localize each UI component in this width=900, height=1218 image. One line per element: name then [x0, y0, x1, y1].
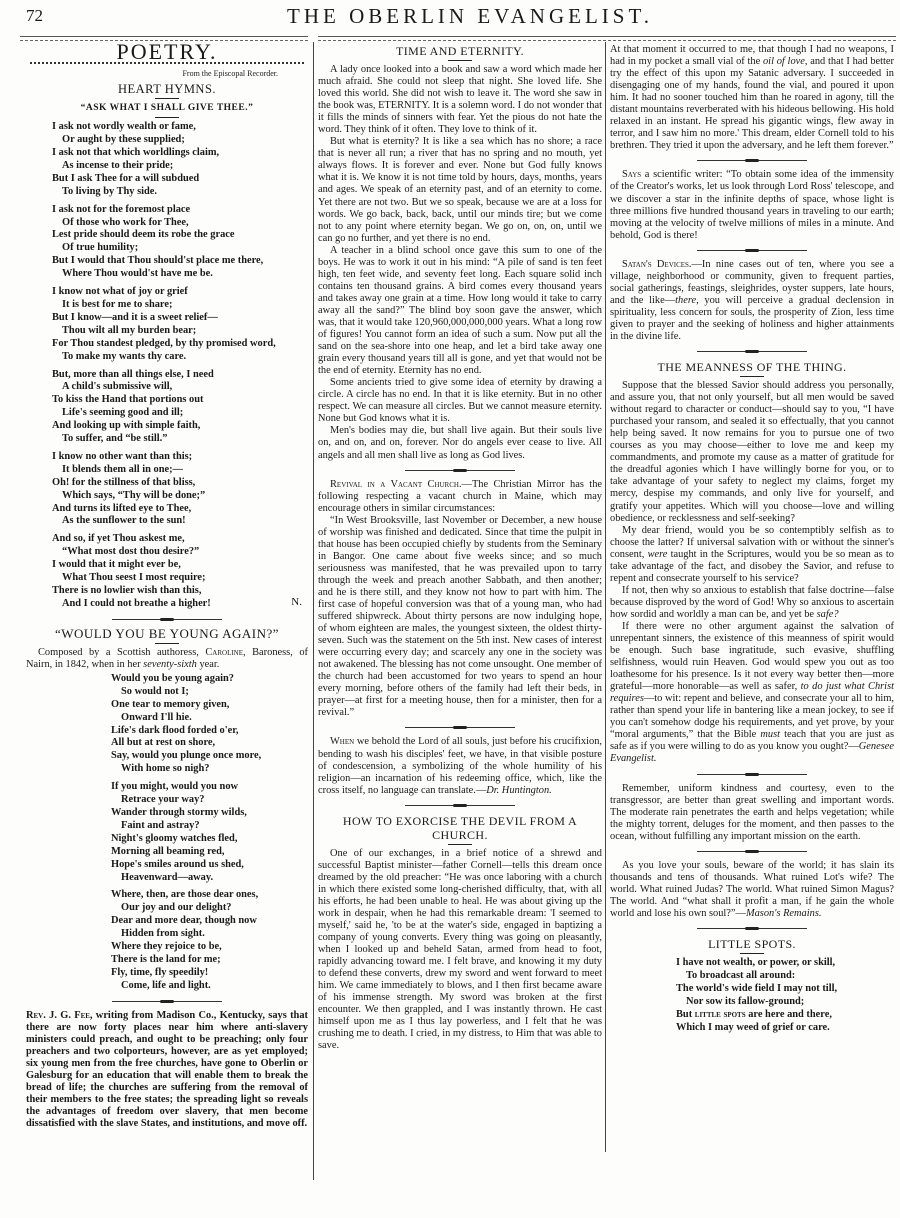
short-rule [155, 643, 179, 644]
poem-line: I ask not wordly wealth or fame, [52, 121, 196, 133]
poem-line: I would that it might ever be, [52, 559, 181, 571]
meanness-p2 [610, 525, 894, 585]
article-title-meanness: THE MEANNESS OF THE THING. [657, 360, 847, 375]
poem-line: Dear and more dear, though now [111, 915, 257, 927]
italic-text: safe? [816, 608, 839, 620]
poem-line: Which I may weed of grief or care. [676, 1021, 830, 1033]
poem-stanza [52, 286, 308, 363]
poem-line: There is no lowlier wish than this, [52, 585, 202, 596]
short-rule [448, 844, 472, 845]
remember-paragraph: Remember, uniform kindness and courtesy, even to the transgressor, are better than great swelling and important words. The moderate rain penetrates the earth and helps vegetation; while the mighty torrent, deluges for the moment, and then passes to the ocean, without fulfilling any important mission on the earth. [610, 782, 894, 842]
poem-line: I have not wealth, or power, or skill, [676, 957, 836, 968]
revival-quote: “In West Brooksville, last November or December, a new house of worship was finished and dedicated. Since that time the pulpit in that house has been occupied chiefly by students from the Seminary in Bangor. One came about five weeks since; and so much seriousness was manifested, that he was prevailed upon to tarry through the week and preach another Sabbath, and then another; and he is there still, and they know not how to part with him. The first case of hopeful conversion was that of a young man, who had suffered shipwreck. About thirty persons are now indulging hope, of whom eighteen are males, the youngest sixteen, the oldest thirty-seven. Such was the statement on the 5th inst. New cases of interest were occurring every day; and scarcely any one in the society was not awakened. The blessing has not come unsought. One member of the church had been accustomed for two years to spend an hour every morning, before others of the family had left their beds, in prayer—at first for a meeting house, then for a minister, then for a revival.” [318, 514, 602, 719]
intro-text: year. [196, 658, 220, 670]
article-title-time-eternity: TIME AND ETERNITY. [396, 44, 524, 58]
paragraph-text: My dear friend, would you be so contemptibly selfish as to choose the latter? If universal salvation with or without the sinner's consent, [610, 524, 894, 560]
poem-line: So would not I; [121, 685, 189, 697]
poem-source: From the Episcopal Recorder. [182, 69, 278, 79]
poem-line: All but at rest on shore, [111, 737, 216, 749]
column-1 [26, 39, 308, 1130]
poem-stanza [111, 673, 308, 776]
masthead-rule-right [318, 36, 896, 41]
poem-line: And turns its lifted eye to Thee, [52, 502, 192, 514]
section-separator [697, 351, 807, 352]
poem-line: I ask not that which worldlings claim, [52, 147, 220, 158]
paragraph-text: , and that I had better try the effect of this upon my Satanic adversary. I succeeded in disengaging one of my hands, found the vial, and poured it upon him. It had no sooner touched him than he roared in agony, till the distant mountains reverberated with his hideous bellowing. His hold relaxed in an instant. He spread his gigantic wings, flew away in terror, and I saw him no more.' This dream, elder Cornell told to his brethren. They tried it upon the adversary, and he left them forever.” [610, 56, 894, 152]
author-credit: Mason's Remains. [745, 907, 822, 919]
poem-line: Our joy and our delight? [121, 902, 232, 914]
meanness-p1: Suppose that the blessed Savior should address you personally, and assure you, that not only yourself, but all men would be saved without regard to character or conduct—should say to you, “I have purchased your ransom, and sealed it so effectually, that you cannot help being saved. It now remains for you to pursue one of two courses as you may choose—either to love me and keep my commandments, and promote my cause as a matter of gratitude for the dreadful agonies which I have willingly borne for you, or to take advantage of your safety to neglect my claims, forget my mercy, despise my commands, and only live for yourself, and gratify your appetites. Which will you choose—love and willing obedience, or recklessness and self-seeking? [610, 380, 894, 524]
when-paragraph [318, 736, 602, 796]
poem-little-spots [676, 957, 894, 1034]
short-rule [740, 953, 764, 954]
article-title-exorcise: HOW TO EXORCISE THE DEVIL FROM A CHURCH. [342, 813, 578, 842]
paragraph-text: —The Christian Mirror has the following respecting a vacant church in Maine, which may encourage others in similar circumstances: [318, 478, 602, 514]
poem-line: Retrace your way? [121, 794, 205, 806]
section-separator [697, 160, 807, 161]
section-separator [112, 1001, 222, 1002]
italic-text: to do just what Christ requires [610, 681, 895, 705]
poem-stanza [52, 121, 308, 198]
paragraph-text: we behold the Lord of all souls, just before his crucifixion, bending to wash his disciples' feet, we have, in that visible posture of condescension, a symbolizing of the whole humility of his religion—an incarnation of his redeeming office, which, like the cross itself, no language can translate.— [318, 736, 602, 796]
poem-line: Hope's smiles around us shed, [111, 858, 244, 870]
paragraph-text: —In nine cases out of ten, where you see a village, neighborhood or community, given to frequent parties, social gatherings, feastings, sleighrides, oyster suppers, late hours, and the like— [610, 258, 894, 306]
poem-line: Where, then, are those dear ones, [111, 889, 259, 901]
page-number: 72 [26, 6, 43, 25]
poem-line: Morning all beaming red, [111, 845, 225, 857]
paragraph-lead: Satan's Devices. [622, 258, 692, 270]
masthead [0, 0, 900, 30]
poem-text: But [676, 1008, 695, 1020]
italic-text: were [647, 548, 668, 560]
poem-stanza [111, 781, 308, 884]
fee-paragraph [26, 1010, 308, 1130]
poem-line: Heavenward—away. [121, 871, 214, 883]
poem-line: Would you be young again? [111, 672, 234, 684]
poem-stanza [52, 451, 308, 528]
paragraph-lead: When [330, 736, 355, 748]
paragraph-text: , writing from Madison Co., Kentucky, says that there are now forty places near him where anti-slavery ministers could preach, and ought to be preaching; only four preachers and two colporteurs, however, are as yet employed; six young men from the free churches, have gone to Oberlin or Galesburg for an education that will enable them to break the bread of life; the churches are suffering from the removal of their members to the free states; the spreading light so reveals the advantages of freedom over slavery, that men become dissatisfied with the slave States, and institutions, and move off. [26, 1009, 308, 1130]
exorcise-continued [610, 44, 894, 152]
poem-heart-hymns [52, 121, 308, 611]
poem-line: Of those who work for Thee, [62, 216, 189, 228]
author-name: Caroline [205, 646, 244, 658]
poem-line: Wander through stormy wilds, [111, 807, 247, 819]
column-divider-2 [605, 42, 606, 1152]
poem-line: Life's seeming good and ill; [62, 407, 184, 419]
poem-line: For Thou standest pledged, by thy promised word, [52, 337, 276, 349]
short-rule [448, 60, 472, 61]
poem-subtitle: “ASK WHAT I SHALL GIVE THEE.” [80, 103, 254, 114]
italic-text: must [760, 729, 781, 741]
article-paragraph: Men's bodies may die, but shall live again. But their souls live on, and on, and on, forever. Nor do angels ever cease to live. All angels and all men shall live as long as God lives. [318, 425, 602, 461]
article-paragraph: A lady once looked into a book and saw a word which made her much afraid. She could not sleep that night. She loved life. She loved this world. She did not wish to leave it. The word she saw in the book was, ETERNITY. It is a solemn word. I do not wonder that it fills the minds of sinners with fear. Yet the pious do not hate the word. They think of it often. They love to think of it. [318, 64, 602, 136]
section-separator [697, 250, 807, 251]
section-separator [697, 774, 807, 775]
paragraph-lead: Rev. J. G. Fee [26, 1009, 90, 1021]
poem-line: Hidden from sight. [121, 928, 205, 940]
poem-stanza [111, 889, 308, 992]
section-title-poetry: POETRY. [116, 39, 218, 64]
poem-line: One tear to memory given, [111, 698, 230, 710]
poem-stanza [52, 533, 308, 610]
column-divider-1 [313, 42, 314, 1180]
poem-line: Which says, “Thy will be done;” [62, 489, 206, 501]
paragraph-text: you will perceive a gradual declension in spirituality, less concern for souls, the prosperity of Zion, less time given to prayer and the seeking of holiness and higher attainments in the divine life. [610, 294, 894, 342]
poem-line: It is best for me to share; [62, 298, 173, 310]
poem-line: To suffer, and “be still.” [62, 433, 168, 445]
poem-line [676, 1009, 894, 1022]
poem-line: To kiss the Hand that portions out [52, 394, 204, 406]
short-rule [740, 376, 764, 377]
poem-line: And looking up with simple faith, [52, 420, 201, 432]
poem-line: I know no other want than this; [52, 450, 193, 462]
author-credit: Genesee Evangelist. [610, 741, 894, 765]
article-paragraph: Some ancients tried to give some idea of eternity by drawing a circle. A circle has no end. In that it is like eternity. But in no other respect. We can measure all circles. But we cannot measure eternity. None but God knows what it is. [318, 377, 602, 425]
revival-intro [318, 479, 602, 515]
column-3 [610, 44, 894, 1034]
poem-line: A child's submissive will, [62, 381, 173, 393]
exorcise-body: One of our exchanges, in a brief notice of a shrewd and successful Baptist minister—father Cornell—tells this dream once dreamed by the old preacher: “He was once laboring with a church in which there existed some long-cherished difficulty, that, with all his efforts, he had been unable to heal. He was about giving up the work in despair, when he had this remarkable dream: 'I seemed to myself,' said he, 'to be at the water's side, engaged in baptizing a company of young converts. Every thing was going on pleasantly, when I looked up and beheld Satan, armed from head to foot, rapidly advancing toward me. I felt brave, and knowing it my duty to defend these converts, drew my sword and went forward to meet him. We came immediately to blows, and I then first became aware of his immense strength. My sword was broken at the first encounter. We then grappled, and I was instantly thrown. He cast himself upon me as I thus lay powerless, and I felt that he was crushing me to death. I cried, in my distress, to Him that was able to save. [318, 847, 602, 1052]
poem-text: are here and there, [745, 1008, 832, 1020]
poem-line: But I ask Thee for a will subdued [52, 172, 200, 184]
paragraph-lead: Revival in a Vacant Church. [330, 478, 462, 490]
short-rule [155, 98, 179, 99]
poem-stanza [52, 369, 308, 446]
poem-line: And I could not breathe a higher! [62, 597, 211, 609]
author-credit: Dr. Huntington. [486, 784, 552, 796]
poem-line: There is the land for me; [111, 953, 221, 965]
poem-line: I ask not for the foremost place [52, 203, 191, 215]
paragraph-text: If there were no other argument against the salvation of unrepentant sinners, the existence of this meanness of spirit would be enough. Such base ingratitude, such evasive, shuffling selfishness, would ruin Heaven. God would spew you out as too loathesome for his presence. Is it not every way better then—more grateful—more honorable—as well as safer, [610, 620, 894, 693]
poem-line: If you might, would you now [111, 781, 239, 793]
poem-stanza [52, 204, 308, 281]
poem-intro [26, 647, 308, 671]
paragraph-text: taught in the Scriptures, would you be so mean as to take advantage of the fact, and disobey the Savior, and refuse to repent and consecrate yourself to his service? [610, 548, 895, 584]
poem-line: Lest pride should deem its robe the grace [52, 229, 235, 241]
time-eternity-body [318, 64, 602, 462]
poem-title-little-spots: LITTLE SPOTS. [708, 937, 796, 951]
poem-title-heart-hymns: HEART HYMNS. [117, 82, 217, 97]
poem-line: To broadcast all around: [686, 969, 796, 981]
poem-line: It blends them all in one;— [62, 463, 183, 475]
section-separator [697, 928, 807, 929]
poem-signature: N. [291, 595, 302, 608]
intro-text: Composed by a Scottish authoress, [38, 646, 206, 658]
poem-line: Of true humility; [62, 242, 139, 254]
poem-line: But, more than all things else, I need [52, 368, 214, 380]
italic-text: oil of love [762, 56, 805, 68]
poem-line: Say, would you plunge once more, [111, 750, 262, 762]
world-paragraph [610, 860, 894, 920]
poem-line: But I know—and it is a sweet relief— [52, 311, 218, 323]
poem-line: Thou wilt all my burden bear; [62, 324, 197, 336]
poem-line: Oh! for the stillness of that bliss, [52, 476, 196, 488]
poem-line: The world's wide field I may not till, [676, 982, 838, 994]
section-separator [405, 805, 515, 806]
poem-line: Life's dark flood forded o'er, [111, 724, 239, 736]
poem-line: Faint and astray? [121, 819, 200, 831]
meanness-p4 [610, 621, 894, 766]
section-separator [697, 851, 807, 852]
section-separator [112, 619, 222, 620]
italic-text: there, [675, 294, 699, 306]
section-separator [405, 470, 515, 471]
intro-text: , Baroness, of Nairn, in 1842, when in her [26, 646, 308, 670]
poem-line: As incense to their pride; [62, 159, 174, 171]
poem-line: Fly, time, fly speedily! [111, 966, 209, 978]
poem-line: Nor sow its fallow-ground; [686, 995, 805, 1007]
poem-line: Night's gloomy watches fled, [111, 832, 238, 844]
short-rule [155, 117, 179, 118]
poem-small-caps: little spots [694, 1008, 746, 1020]
paragraph-text: At that moment it occurred to me, that though I had no weapons, I had in my pocket a small vial of the [610, 44, 894, 68]
newspaper-title: THE OBERLIN EVANGELIST. [287, 4, 653, 28]
paragraph-text: —to wit: repent and believe, and consecrate your all to him, rather than spend your life in bantering like a mean jockey, to see if you can't somehow dodge his requirements, and yet prove, by your “moral arguments,” that the Bible [610, 693, 894, 741]
poem-line: But I would that Thou should'st place me there, [52, 255, 264, 267]
paragraph-text: a scientific writer: “To obtain some idea of the immensity of the Creator's works, let us look through Lord Ross' telescope, and we discover a star in the infinite depths of space, whose light is three millions five hundred thousand years in traveling to our earth; moving at the velocity of twelve millions of miles in a minute. And behold, God is there! [610, 169, 894, 241]
poem-line: I know not what of joy or grief [52, 286, 188, 298]
poem-line: To living by Thy side. [62, 185, 158, 197]
poem-line: Onward I'll hie. [121, 711, 192, 723]
poem-title-young-again: “WOULD YOU BE YOUNG AGAIN?” [54, 625, 280, 641]
column-2 [318, 44, 602, 1053]
poem-line: What Thou seest I most require; [62, 572, 206, 584]
poem-line: Or aught by these supplied; [62, 134, 185, 146]
scientific-paragraph [610, 169, 894, 241]
article-paragraph: But what is eternity? It is like a sea which has no shore; a race that is never all run; a river that has no spring and no mouth, yet always flows. It is forever and ever. None but God fully knows what it is. We know it is not time told by hours, days, months, years and ages. We speak of an eternity past, and of an eternity to come. Yet there are not two. But we so speak, because we are at a loss for words. We go back, back, back, until our minds tire; but we come not to any point where eternity began. We go on, on, on, until we can go no further, and yet there is no end. [318, 136, 602, 244]
poem-line: “What most dost thou desire?” [62, 546, 200, 558]
poem-line: To make my wants thy care. [62, 350, 187, 362]
satan-devices-paragraph [610, 259, 894, 343]
meanness-p3 [610, 585, 894, 621]
poem-line: Where they rejoice to be, [111, 941, 222, 953]
poem-line: Come, life and light. [121, 979, 211, 991]
poem-line: Where Thou would'st have me be. [62, 268, 213, 280]
poem-line: With home so nigh? [121, 763, 210, 775]
paragraph-text: If not, then why so anxious to establish that false doctrine—false because disproved by the word of God! Why so anxious to ascertain how sordid and worldly a man can be, and yet be [610, 584, 894, 620]
poem-young-again [111, 673, 308, 993]
paragraph-text: As you love your souls, beware of the world; it has slain its thousands and tens of thousands. What ruined Lot's wife? The world. What ruined Judas? The world. What ruined Simon Magus? The world. And “what shall it profit a man, if he gain the whole world and lose his own soul?”— [610, 859, 894, 919]
section-separator [405, 727, 515, 728]
paragraph-lead: Says [622, 169, 642, 181]
paragraph-text: teach that you are just as safe as if you were willing to do as you know you ought?— [610, 729, 894, 753]
poem-line: And so, if yet Thou askest me, [52, 533, 185, 545]
article-paragraph: A teacher in a blind school once gave this sum to one of the boys. He was to work it out in his mind: “A pile of sand is ten feet high, ten feet wide, and seventy feet long. Each square solid inch contains ten thousand grains. A bird comes every thousand years and takes away one grain at a time. How long would it take to carry away all the sand?” The blind boy soon gave the answer, which was, that it would take 120,960,000,000,000 years. What a long row of figures! You cannot form an idea of such a sum. Now put all the sand on the sea-shore into one heap, and let a bird take away one grain every thousand years till all is gone, and yet that would not be the end of eternity. Eternity has no end. [318, 244, 602, 377]
intro-italic: seventy-sixth [143, 658, 197, 670]
poem-line: As the sunflower to the sun! [62, 515, 186, 527]
